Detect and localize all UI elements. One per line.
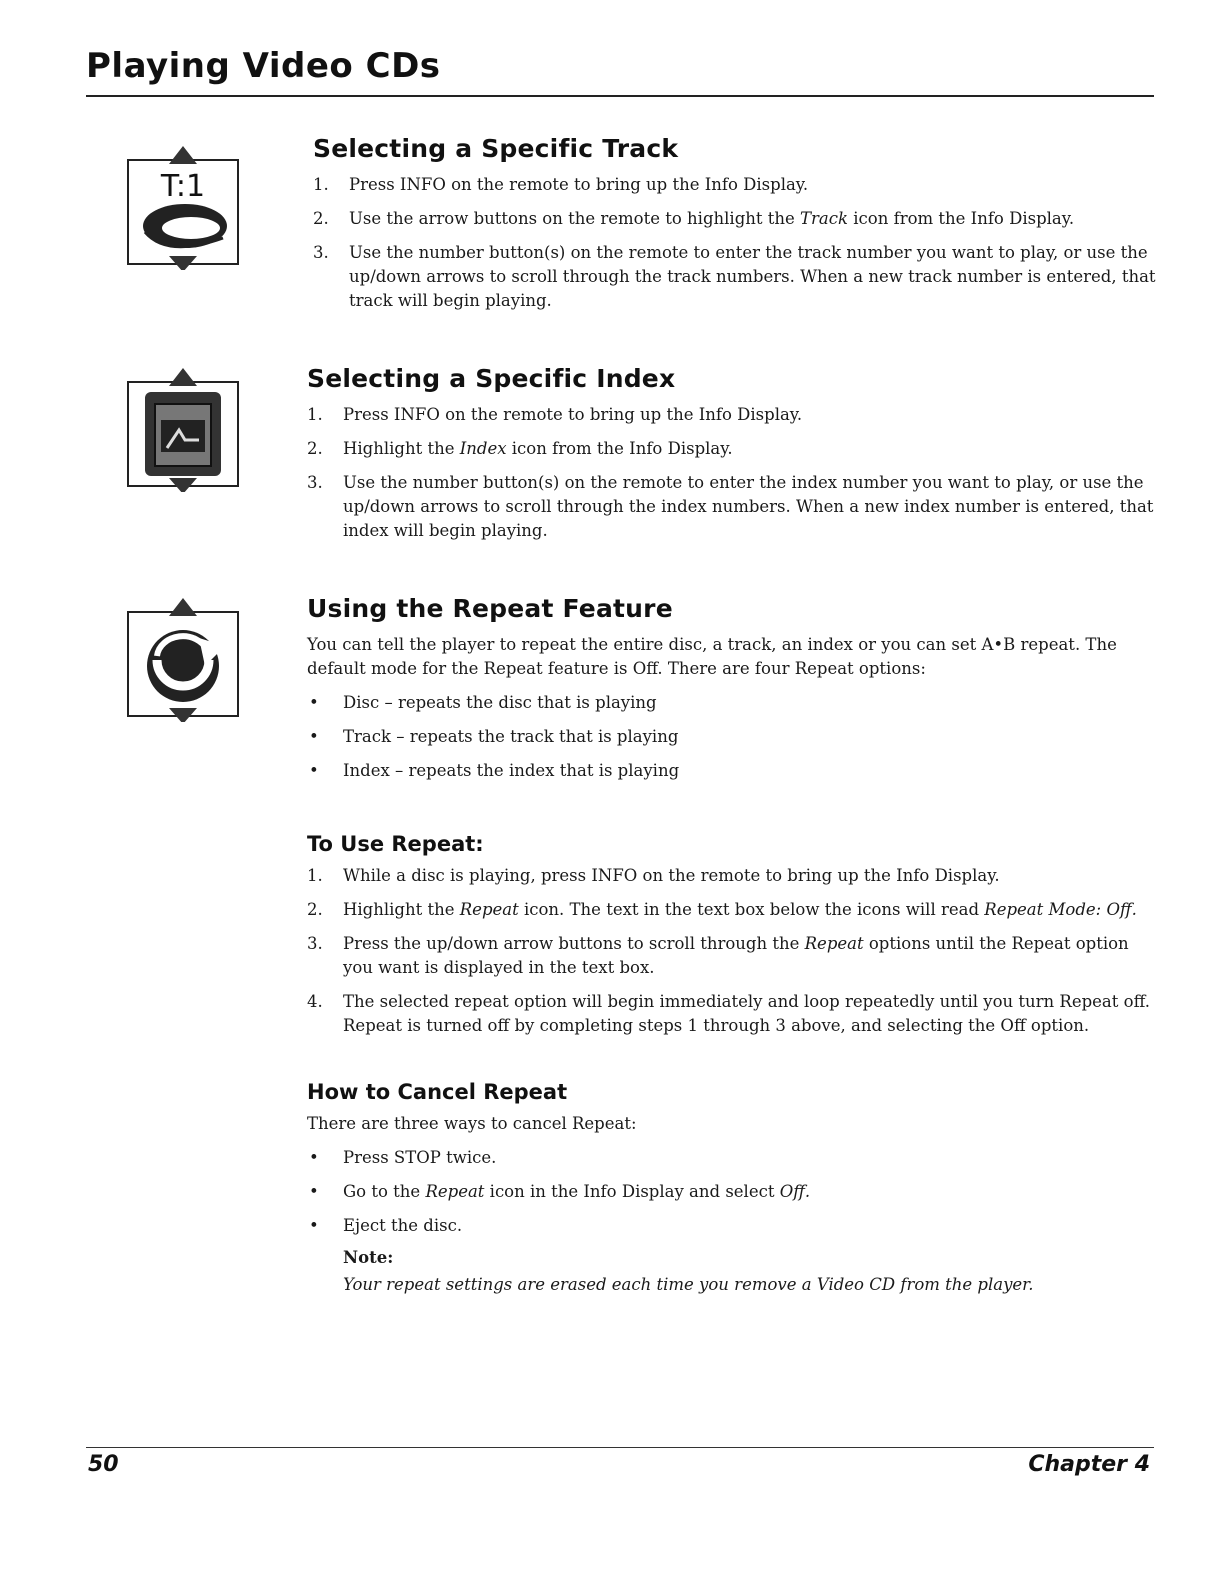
footer-rule (86, 1447, 1154, 1448)
header-rule (86, 95, 1154, 97)
step-text: Highlight the Index icon from the Info Display. (343, 439, 733, 458)
option-text: Disc – repeats the disc that is playing (343, 693, 657, 712)
step-number: 2. (313, 209, 329, 228)
step-number: 1. (307, 405, 323, 424)
bullet: • (309, 1216, 319, 1235)
step-number: 4. (307, 992, 323, 1011)
emphasis: Repeat (425, 1182, 485, 1201)
list-item (307, 1180, 1157, 1204)
emphasis: Index (459, 439, 507, 458)
section-heading: Selecting a Specific Index (307, 364, 676, 393)
repeat-icon (127, 598, 239, 710)
list-item (307, 437, 1157, 461)
step-text: Use the number button(s) on the remote to enter the index number you want to play, or use the up/down arrows to scroll through the index numbers. When a new index number is entered, that index will begin playing. (343, 473, 1154, 540)
step-text: While a disc is playing, press INFO on the remote to bring up the Info Display. (343, 866, 1000, 885)
section-heading: Using the Repeat Feature (307, 594, 673, 623)
section-intro: There are three ways to cancel Repeat: (307, 1114, 637, 1133)
step-text: Use the number button(s) on the remote to enter the track number you want to play, or use the up/down arrows to scroll through the track numbers. When a new track number is entered, that track will begin playing. (349, 243, 1156, 310)
bullet: • (309, 1148, 319, 1167)
list-item (313, 241, 1163, 313)
list-item (307, 932, 1157, 980)
step-number: 1. (313, 175, 329, 194)
section-use-repeat (307, 832, 1157, 1048)
step-text: Highlight the Repeat icon. The text in the text box below the icons will read Repeat Mode: Off. (343, 900, 1137, 919)
step-text: Press INFO on the remote to bring up the Info Display. (349, 175, 809, 194)
track-icon-label: T:1 (160, 169, 206, 204)
section-track (313, 134, 1163, 323)
step-number: 2. (307, 900, 323, 919)
bullet: • (309, 693, 319, 712)
emphasis: Repeat (804, 934, 864, 953)
list-item (313, 207, 1163, 231)
subsection-heading: To Use Repeat: (307, 832, 484, 856)
list-item (313, 173, 1163, 197)
step-number: 1. (307, 866, 323, 885)
bullet: • (309, 727, 319, 746)
list-item (307, 471, 1157, 543)
step-number: 3. (307, 473, 323, 492)
step-text: The selected repeat option will begin immediately and loop repeatedly until you turn Repeat off. Repeat is turned off by completing steps 1 through 3 above, and selecting the Off option. (343, 992, 1150, 1035)
note-text: Your repeat settings are erased each time you remove a Video CD from the player. (343, 1275, 1034, 1294)
step-number: 2. (307, 439, 323, 458)
list-item (307, 403, 1157, 427)
note-label: Note: (343, 1248, 394, 1267)
section-heading: Selecting a Specific Track (313, 134, 679, 163)
option-text: Index – repeats the index that is playing (343, 761, 680, 780)
list-item (307, 1146, 1157, 1170)
list-item (307, 725, 1157, 749)
index-icon (127, 368, 239, 480)
step-text: Use the arrow buttons on the remote to highlight the Track icon from the Info Display. (349, 209, 1075, 228)
step-number: 3. (313, 243, 329, 262)
page-number: 50 (88, 1452, 119, 1477)
bullet-text: Press STOP twice. (343, 1148, 497, 1167)
step-text: Press INFO on the remote to bring up the Info Display. (343, 405, 803, 424)
list-item (307, 759, 1157, 783)
list-item (307, 990, 1157, 1038)
list-item (307, 864, 1157, 888)
bullet: • (309, 761, 319, 780)
section-cancel-repeat (307, 1080, 1157, 1297)
page-title: Playing Video CDs (86, 46, 441, 86)
emphasis: Off. (779, 1182, 811, 1201)
bullet: • (309, 1182, 319, 1201)
bullet-text: Go to the Repeat icon in the Info Display and select Off. (343, 1182, 811, 1201)
step-number: 3. (307, 934, 323, 953)
emphasis: Repeat (459, 900, 519, 919)
track-icon (127, 146, 239, 258)
section-intro: You can tell the player to repeat the entire disc, a track, an index or you can set A•B repeat. The default mode for the Repeat feature is Off. There are four Repeat options: (307, 635, 1117, 678)
section-repeat (307, 594, 1157, 793)
list-item (307, 691, 1157, 715)
subsection-heading: How to Cancel Repeat (307, 1080, 568, 1104)
section-index (307, 364, 1157, 553)
list-item (307, 1214, 1157, 1238)
list-item (307, 898, 1157, 922)
option-text: Track – repeats the track that is playing (343, 727, 679, 746)
chapter-label: Chapter 4 (1028, 1452, 1150, 1477)
emphasis: Repeat Mode: Off. (984, 900, 1137, 919)
step-text: Press the up/down arrow buttons to scroll through the Repeat options until the Repeat option you want is displayed in the text box. (343, 934, 1129, 977)
bullet-text: Eject the disc. (343, 1216, 463, 1235)
emphasis: Track (800, 209, 849, 228)
